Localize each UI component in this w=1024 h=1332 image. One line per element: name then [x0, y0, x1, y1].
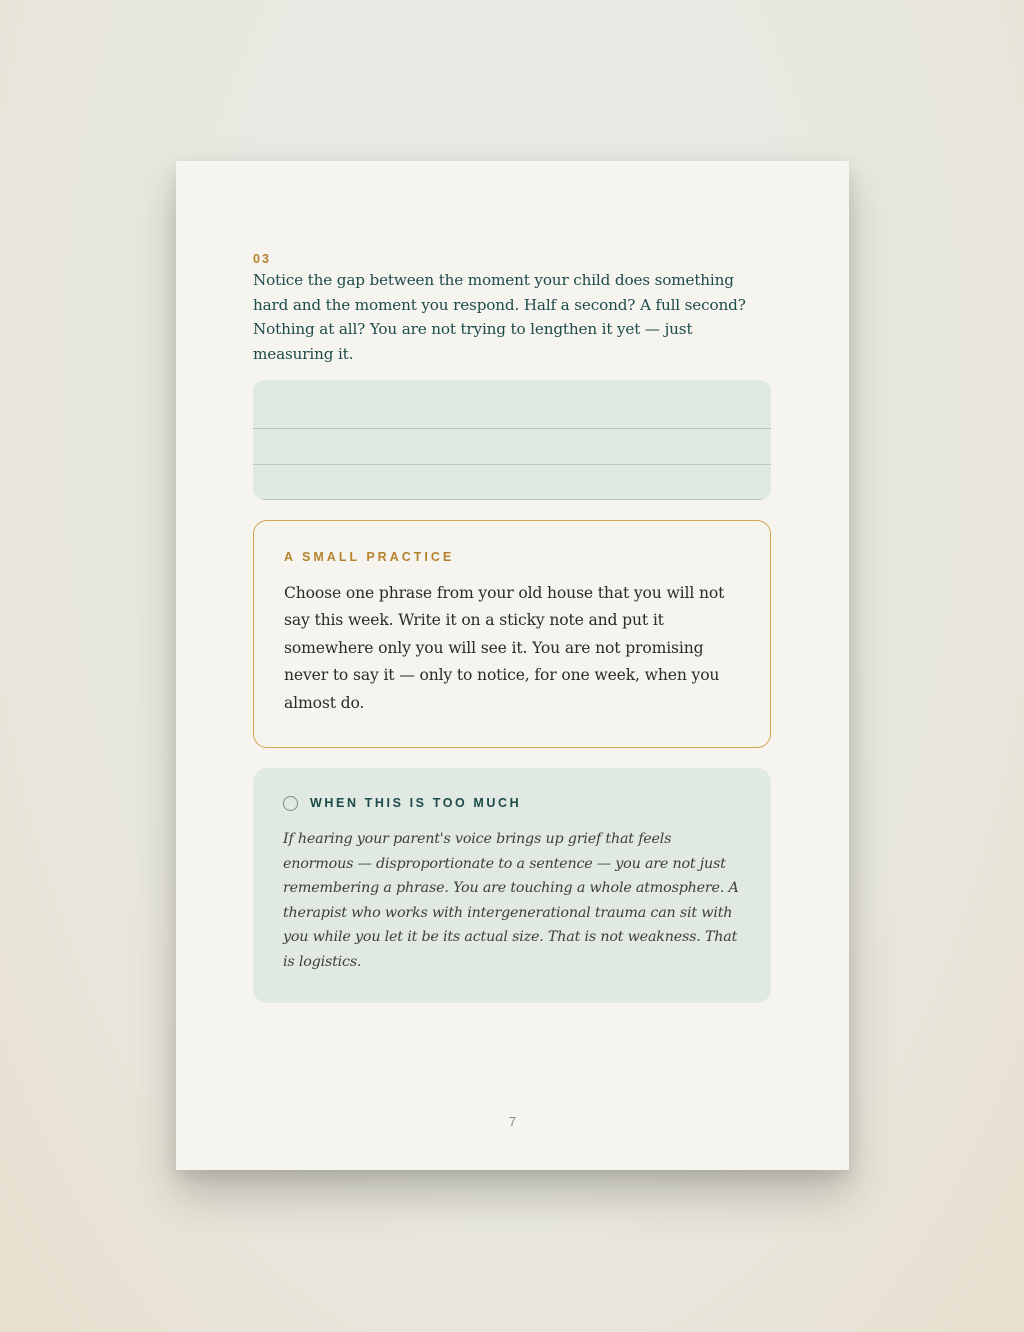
question-text: Notice the gap between the moment your child does something hard and the moment you respond. Half a second? A full second? Nothing at all? You are not trying to lengthen it yet — just measuring it.	[253, 271, 746, 363]
small-practice-label: A SMALL PRACTICE	[284, 550, 455, 564]
small-practice-box	[253, 520, 771, 748]
question-number: 03	[253, 252, 271, 266]
writing-line	[253, 499, 771, 500]
writing-line	[253, 464, 771, 465]
too-much-box	[253, 768, 771, 1003]
writing-line	[253, 428, 771, 429]
circle-icon	[283, 796, 298, 811]
workbook-page	[176, 161, 849, 1170]
small-practice-text: Choose one phrase from your old house that you will not say this week. Write it on a sticky note and put it somewhere only you will see it. You are not promising never to say it — only to notice, for one week, when you almost do.	[284, 584, 725, 712]
too-much-header	[283, 795, 741, 811]
answer-writing-area[interactable]	[253, 380, 771, 500]
page-number: 7	[508, 1114, 517, 1129]
too-much-text: If hearing your parent's voice brings up grief that feels enormous — disproportionate to a sentence — you are not just remembering a phrase. You are touching a whole atmosphere. A therapist who works with intergenerational trauma can sit with you while you let it be its actual size. That is not weakness. That is logistics.	[283, 831, 739, 970]
page-content	[253, 251, 771, 1003]
too-much-label: WHEN THIS IS TOO MUCH	[310, 796, 522, 811]
